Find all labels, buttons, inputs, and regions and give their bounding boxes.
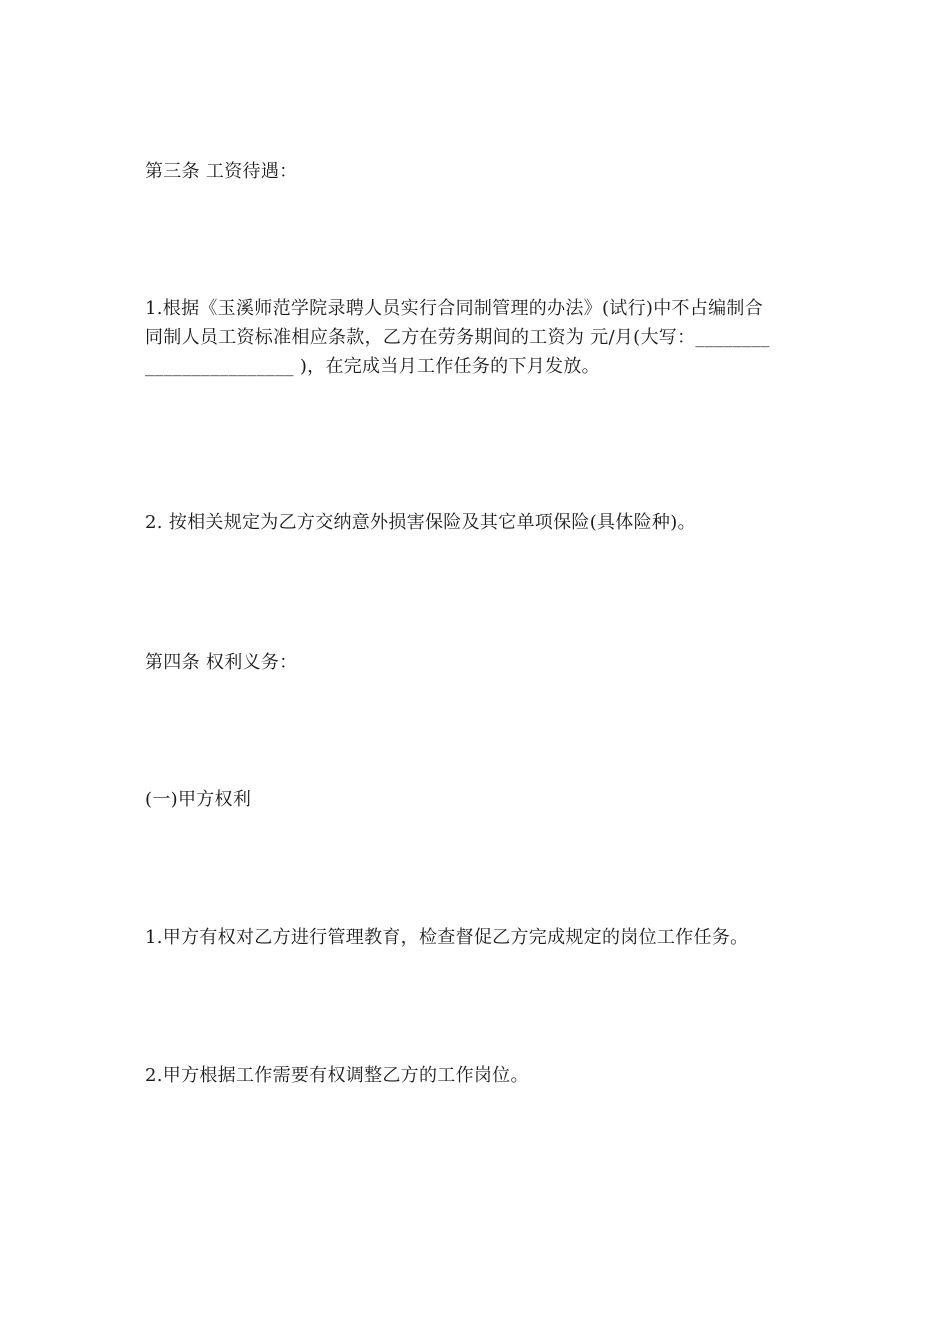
article-3-item-1-line-1: 1.根据《玉溪师范学院录聘人员实行合同制管理的办法》(试行)中不占编制合 (145, 298, 764, 319)
section-a-item-2: 2.甲方根据工作需要有权调整乙方的工作岗位。 (145, 1065, 529, 1086)
article-3-item-1-line-3: ________________ )，在完成当月工作任务的下月发放。 (145, 356, 600, 377)
article-3-item-2: 2. 按相关规定为乙方交纳意外损害保险及其它单项保险(具体险种)。 (145, 512, 696, 533)
article-4-heading: 第四条 权利义务： (145, 652, 298, 673)
article-3-heading: 第三条 工资待遇： (145, 161, 298, 182)
article-3-item-1 (145, 294, 810, 381)
article-3-item-1-line-2: 同制人员工资标准相应条款，乙方在劳务期间的工资为 元/月(大写：________ (145, 327, 770, 348)
section-a-heading: (一)甲方权利 (145, 789, 252, 810)
section-a-item-1: 1.甲方有权对乙方进行管理教育，检查督促乙方完成规定的岗位工作任务。 (145, 927, 749, 948)
